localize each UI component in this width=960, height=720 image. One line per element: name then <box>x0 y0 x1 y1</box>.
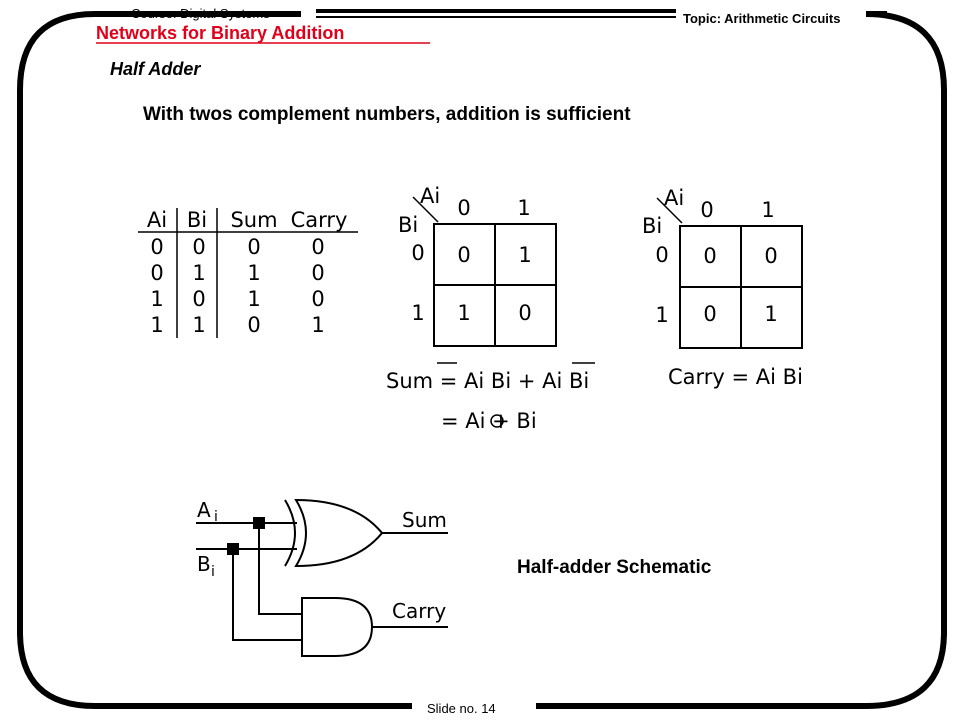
tt-header-bi: Bi <box>186 208 208 232</box>
kmap-carry <box>642 186 802 348</box>
kmap-sum-col-0: 0 <box>457 196 471 220</box>
schematic-input-a: A <box>197 498 211 522</box>
tt-r2-ai: 1 <box>150 287 164 311</box>
tt-r1-bi: 1 <box>192 261 206 285</box>
kmap-sum-row-0: 0 <box>411 241 425 265</box>
equations <box>386 363 803 433</box>
tt-r1-carry: 0 <box>311 261 325 285</box>
schematic-caption: Half-adder Schematic <box>517 557 712 578</box>
tt-r2-carry: 0 <box>311 287 325 311</box>
half-adder-schematic <box>196 498 448 656</box>
slide-subtitle: Half Adder <box>110 59 201 79</box>
kmap-carry-cell-11: 1 <box>764 302 778 326</box>
kmap-carry-cell-01: 0 <box>764 244 778 268</box>
kmap-sum-cell-11: 0 <box>518 301 532 325</box>
schematic-input-a-sub: i <box>214 509 218 525</box>
kmap-sum-row-1: 1 <box>411 301 425 325</box>
wire-b-and <box>233 549 302 640</box>
schematic-output-sum: Sum <box>402 508 447 532</box>
kmap-carry-col-var: Ai <box>664 186 685 210</box>
tt-r0-sum: 0 <box>247 235 261 259</box>
tt-r0-carry: 0 <box>311 235 325 259</box>
tt-r3-carry: 1 <box>311 313 325 337</box>
kmap-carry-col-1: 1 <box>761 198 775 222</box>
schematic-input-b: B <box>197 552 211 576</box>
kmap-sum-col-1: 1 <box>517 196 531 220</box>
tt-header-carry: Carry <box>290 208 348 232</box>
course-label: Course: Digital Systems <box>131 6 270 21</box>
kmap-sum <box>398 184 556 346</box>
sum-equation: Sum = Ai Bi + Ai Bi <box>386 369 590 393</box>
slide-number: Slide no. 14 <box>427 701 496 716</box>
kmap-sum-col-var: Ai <box>420 184 441 208</box>
schematic-input-b-sub: i <box>211 564 215 580</box>
kmap-sum-cell-10: 1 <box>457 301 471 325</box>
slide-title: Networks for Binary Addition <box>96 23 345 43</box>
tt-r3-ai: 1 <box>150 313 164 337</box>
sum-xor-equation: = Ai + Bi <box>441 409 537 433</box>
kmap-carry-row-var: Bi <box>642 214 663 238</box>
tt-r2-sum: 1 <box>247 287 261 311</box>
truth-table <box>138 208 358 338</box>
schematic-output-carry: Carry <box>392 599 447 623</box>
tt-r0-ai: 0 <box>150 235 164 259</box>
kmap-carry-cell-00: 0 <box>703 244 717 268</box>
kmap-carry-row-1: 1 <box>655 303 669 327</box>
tt-header-sum: Sum <box>230 208 278 232</box>
kmap-sum-cell-01: 1 <box>518 243 532 267</box>
tt-header-ai: Ai <box>146 208 168 232</box>
kmap-carry-col-0: 0 <box>700 198 714 222</box>
tt-r3-bi: 1 <box>192 313 206 337</box>
kmap-sum-row-var: Bi <box>398 213 419 237</box>
xor-gate-icon <box>296 500 382 566</box>
statement-text: With twos complement numbers, addition is sufficient <box>143 104 631 125</box>
tt-r1-ai: 0 <box>150 261 164 285</box>
carry-equation: Carry = Ai Bi <box>668 365 803 389</box>
tt-r3-sum: 0 <box>247 313 261 337</box>
kmap-sum-cell-00: 0 <box>457 243 471 267</box>
and-gate-icon <box>302 598 372 656</box>
kmap-carry-cell-10: 0 <box>703 302 717 326</box>
topic-label: Topic: Arithmetic Circuits <box>683 11 841 26</box>
tt-r1-sum: 1 <box>247 261 261 285</box>
tt-r2-bi: 0 <box>192 287 206 311</box>
tt-r0-bi: 0 <box>192 235 206 259</box>
kmap-carry-row-0: 0 <box>655 243 669 267</box>
xor-gate-back-icon <box>285 500 295 566</box>
